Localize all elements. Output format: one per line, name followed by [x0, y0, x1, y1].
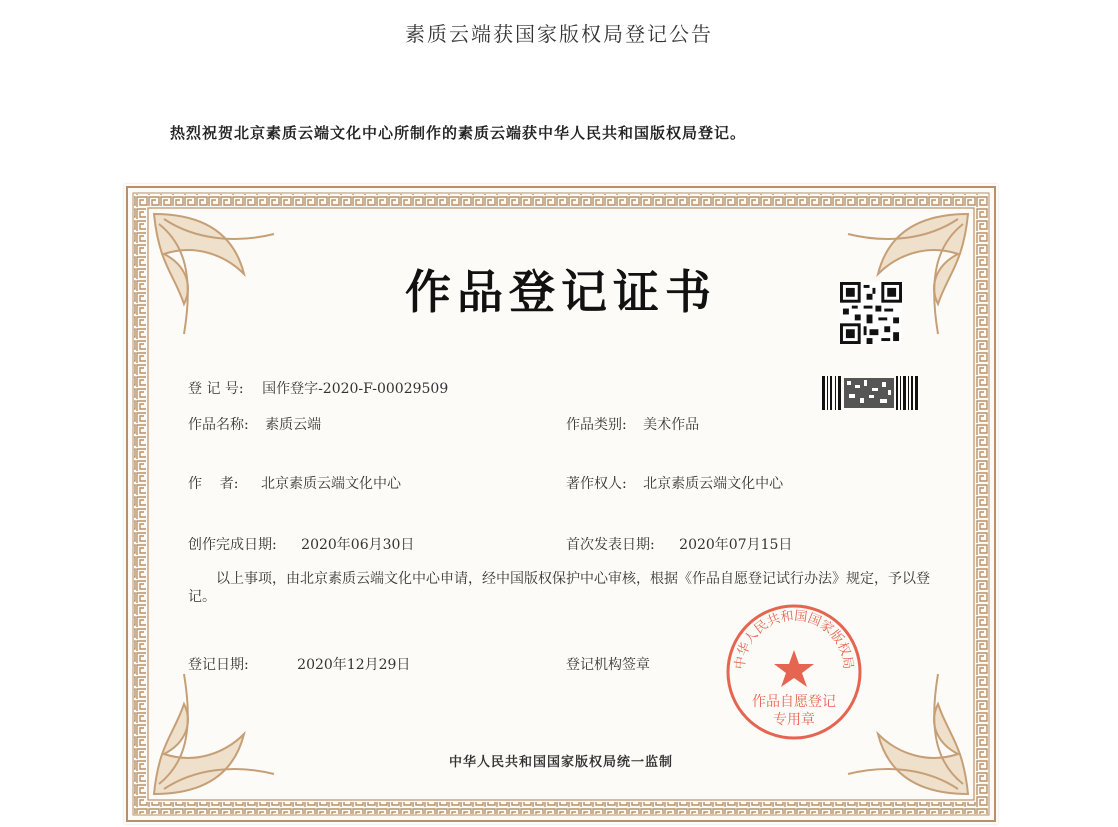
creation-date-label: 创作完成日期:: [188, 537, 277, 553]
intro-text: 热烈祝贺北京素质云端文化中心所制作的素质云端获中华人民共和国版权局登记。: [170, 124, 747, 142]
creation-date-value: 2020年06月30日: [301, 537, 415, 553]
certificate-footer: 中华人民共和国国家版权局统一监制: [448, 755, 673, 770]
copyright-owner-row: [566, 473, 783, 493]
work-name-label: 作品名称:: [188, 417, 249, 433]
certificate-title: 作品登记证书: [405, 265, 717, 319]
registration-number-row: [188, 378, 448, 398]
qr-code-icon: [840, 282, 902, 344]
publish-date-value: 2020年07月15日: [679, 537, 793, 553]
seal-label-row: [566, 654, 650, 674]
author-label: 作 者:: [188, 476, 239, 492]
work-type-value: 美术作品: [643, 417, 700, 433]
certificate-body-text: 以上事项，由北京素质云端文化中心申请，经中国版权保护中心审核，根据《作品自愿登记试行办法》规定，予以登记。: [188, 571, 930, 605]
creation-date-row: [188, 534, 414, 554]
certificate-image: [124, 184, 998, 824]
author-value: 北京素质云端文化中心: [260, 476, 401, 492]
registration-number-value: 国作登字-2020-F-00029509: [262, 381, 449, 397]
copyright-owner-label: 著作权人:: [566, 476, 627, 492]
registration-date-row: [188, 654, 410, 674]
author-row: [188, 473, 401, 493]
work-type-label: 作品类别:: [566, 417, 627, 433]
seal-center-line-1: 作品自愿登记: [752, 694, 836, 710]
work-name-row: [188, 414, 321, 434]
registration-number-label: 登 记 号:: [188, 381, 244, 397]
seal-label: 登记机构签章: [566, 657, 650, 673]
registration-date-value: 2020年12月29日: [297, 657, 411, 673]
official-seal-icon: [724, 602, 864, 742]
publish-date-row: [566, 534, 792, 554]
barcode-icon: [822, 376, 918, 410]
work-name-value: 素质云端: [265, 417, 322, 433]
work-type-row: [566, 414, 699, 434]
seal-center-line-2: 专用章: [773, 712, 815, 728]
page-title: 素质云端获国家版权局登记公告: [405, 22, 713, 46]
copyright-owner-value: 北京素质云端文化中心: [643, 476, 784, 492]
registration-date-label: 登记日期:: [188, 657, 249, 673]
publish-date-label: 首次发表日期:: [566, 537, 655, 553]
seal-ring-text: 中华人民共和国国家版权局: [732, 608, 856, 671]
